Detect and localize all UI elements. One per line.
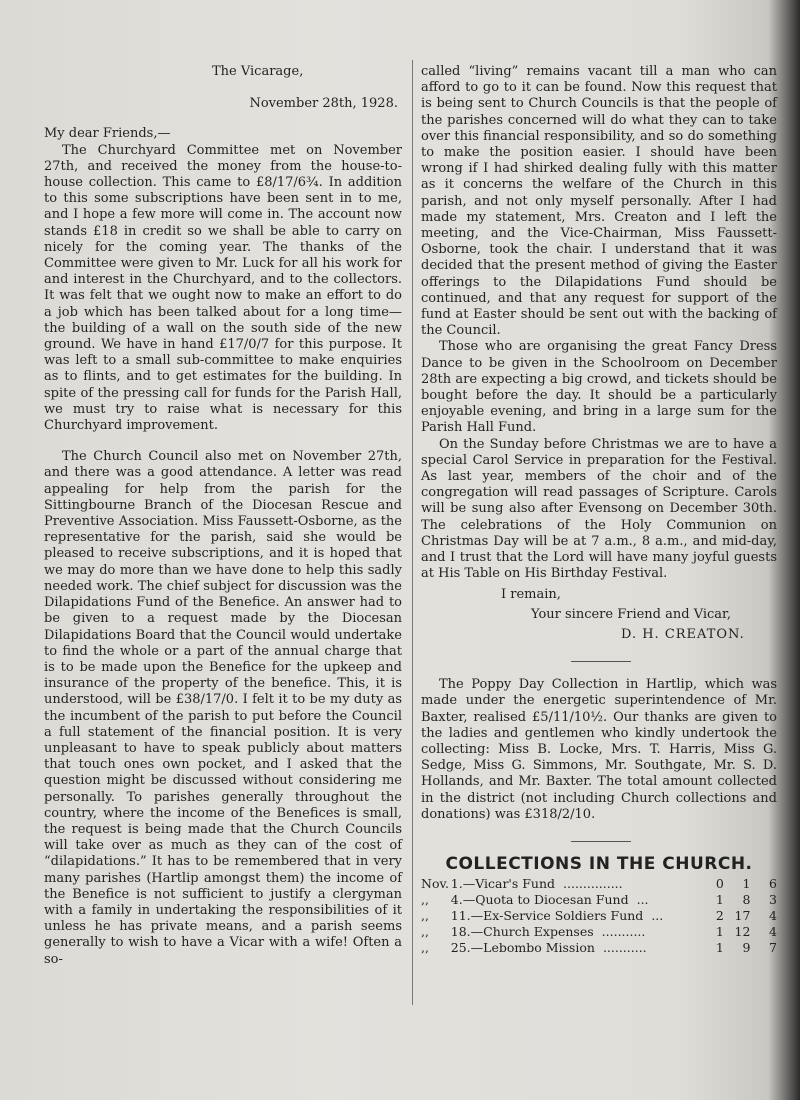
collection-pounds: 0	[715, 876, 724, 892]
collections-table	[421, 876, 777, 956]
poppy-paragraph: The Poppy Day Collection in Hartlip, which was made under the energetic superintendence of Mr. Baxter, realised £5/11/10½. Our thanks are given to the ladies and gentlemen who kindly undertook the collecting: Miss B. Locke, Mrs. T. Harris, Miss G. Sedge, Miss G. Simmons, Mr. Southgate, Mr. S. D. Hollands, and Mr. Baxter. The total amount collected in the district (not including Church collections and donations) was £318/2/10.	[421, 677, 777, 822]
collection-pence: 4	[769, 908, 777, 924]
separator-line	[571, 661, 631, 662]
collection-pounds: 2	[715, 908, 724, 924]
left-column	[44, 64, 402, 968]
collection-month: ,,	[421, 924, 429, 940]
collection-month: Nov.	[421, 876, 450, 892]
collection-item	[451, 892, 698, 908]
collection-row	[421, 892, 777, 908]
collection-shillings: 8	[742, 892, 751, 908]
dance-paragraph: Those who are organising the great Fancy Dress Dance to be given in the Schoolroom on December 28th are expecting a big crowd, and tickets should be bought before the day. It should be a particularly enjoyable evening, and bring in a large sum for the Parish Hall Fund.	[421, 339, 777, 436]
signature: D. H. CREATON.	[621, 626, 745, 642]
dot-leader: ...	[636, 892, 649, 908]
collection-pounds: 1	[715, 924, 724, 940]
right-column	[421, 64, 777, 956]
collection-row	[421, 908, 777, 924]
collection-row	[421, 924, 777, 940]
collection-item-label: 18.—Church Expenses	[450, 924, 594, 940]
collection-row	[421, 876, 777, 892]
closing-remain: I remain,	[501, 586, 561, 602]
council-paragraph-continued: called “living” remains vacant till a man who can afford to go to it can be found. Now this request that is being sent to Church Councils is that the people of the parishes concerned will do what they can to take over this financial responsibility, and so do something to make the position easier. I should have been wrong if I had shirked dealing fully with this matter as it concerns the welfare of the Church in this parish, and not only myself personally. After I had made my statement, Mrs. Creaton and I left the meeting, and the Vice-Chairman, Miss Faussett-Osborne, took the chair. I understand that it was decided that the present method of giving the Easter offerings to the Dilapidations Fund should be continued, and that any request for support of the fund at Easter should be sent out with the backing of the Council.	[421, 64, 777, 339]
churchyard-paragraph: The Churchyard Committee met on November 27th, and received the money from the house-to-house collection. This came to £8/17/6¾. In addition to this some subscriptions have been sent in to me, and I hope a few more will come in. The account now stands £18 in credit so we shall be able to carry on nicely for the coming year. The thanks of the Committee were given to Mr. Luck for all his work for and interest in the Churchyard, and to the collectors. It was felt that we ought now to make an effort to do a job which has been talked about for a long time—the building of a wall on the south side of the new ground. We have in hand £17/0/7 for this purpose. It was left to a small sub-committee to make enquiries as to flints, and to get estimates for the building. In spite of the pressing call for funds for the Parish Hall, we must try to raise what is necessary for this Churchyard improvement.	[44, 142, 402, 434]
collections-title: COLLECTIONS IN THE CHURCH.	[445, 853, 753, 874]
collection-pence: 6	[769, 876, 777, 892]
carol-paragraph: On the Sunday before Christmas we are to have a special Carol Service in preparation for the Festival. As last year, members of the choir and of the congregation will read passages of Scripture. Carols will be sung also after Evensong on December 30th. The celebrations of the Holy Communion on Christmas Day will be at 7 a.m., 8 a.m., and mid-day, and I trust that the Lord will have many joyful guests at His Table on His Birthday Festival.	[421, 436, 777, 582]
collection-month: ,,	[421, 908, 429, 924]
collection-month: ,,	[421, 940, 429, 956]
collection-shillings: 12	[734, 924, 751, 940]
dot-leader: ...	[651, 908, 664, 924]
dot-leader: ...........	[602, 940, 647, 956]
collection-item	[451, 924, 698, 940]
collection-pence: 4	[769, 924, 777, 940]
collection-shillings: 9	[742, 940, 751, 956]
collection-row	[421, 940, 777, 956]
collection-pounds: 1	[715, 940, 724, 956]
dot-leader: ...............	[563, 876, 623, 892]
council-paragraph: The Church Council also met on November 27th, and there was a good attendance. A letter was read appealing for help from the parish for the Sittingbourne Branch of the Diocesan Rescue and Preventive Association. Miss Faussett-Osborne, as the representative for the parish, said she would be pleased to receive subscriptions, and it is hoped that we may do more than we have done to help this sadly needed work. The chief subject for discussion was the Dilapidations Fund of the Benefice. An answer had to be given to a request made by the Diocesan Dilapidations Board that the Council would undertake to find the whole or a part of the annual charge that is to be made upon the Benefice for the upkeep and insurance of the property of the benefice. This, it is understood, will be £38/17/0. I felt it to be my duty as the incumbent of the parish to put before the Council a full statement of the financial position. It is very unpleasant to have to speak publicly about matters that touch ones own pocket, and I asked that the question might be discussed without considering me personally. To parishes generally throughout the country, where the income of the Benefices is small, the request is being made that the Church Councils will take over as much as they can of the cost of “dilapidations.” It has to be remembered that in very many parishes (Hartlip amongst them) the income of the Benefice is not sufficient to justify a clergyman with a family in undertaking the responsibilities of it unless he has private means, and a parish seems generally to wish to have a Vicar with a wife! Often a so-	[44, 449, 402, 967]
column-divider	[412, 60, 413, 1005]
collection-item	[451, 908, 698, 924]
collection-shillings: 17	[734, 908, 751, 924]
collection-item-label: 11.—Ex-Service Soldiers Fund	[450, 908, 644, 924]
dot-leader: ...........	[601, 924, 646, 940]
closing-friend: Your sincere Friend and Vicar,	[531, 606, 731, 622]
address-line: The Vicarage,	[212, 64, 304, 79]
separator-line	[571, 841, 631, 842]
date-line: November 28th, 1928.	[249, 96, 398, 112]
collection-pence: 7	[769, 940, 777, 956]
collection-month: ,,	[421, 892, 429, 908]
collection-shillings: 1	[742, 876, 751, 892]
collection-item-label: 4.—Quota to Diocesan Fund	[450, 892, 629, 908]
collection-item	[451, 876, 698, 892]
collection-pounds: 1	[715, 892, 724, 908]
collection-item-label: 25.—Lebombo Mission	[450, 940, 595, 956]
collection-item	[451, 940, 698, 956]
collection-item-label: 1.—Vicar's Fund	[450, 876, 556, 892]
collection-pence: 3	[769, 892, 777, 908]
salutation: My dear Friends,—	[44, 126, 171, 142]
